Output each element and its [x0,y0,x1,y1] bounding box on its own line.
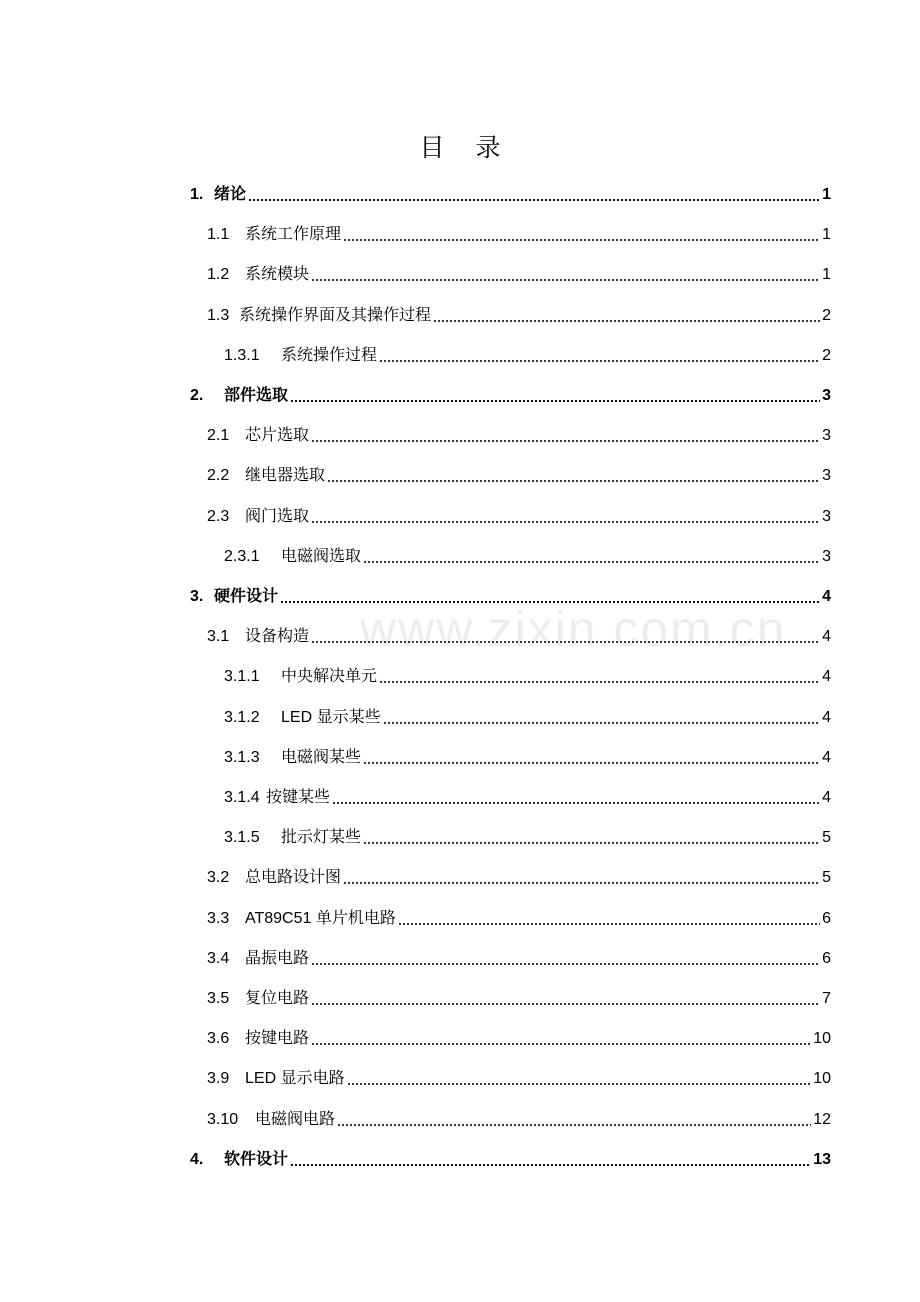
toc-leader-dots [311,1043,811,1045]
toc-entry[interactable] [207,416,831,456]
toc-entry-label: 电磁阀选取 [281,547,362,565]
toc-entry-label: 部件选取 [224,387,289,404]
toc-entry-label: LED 显示某些 [281,708,381,726]
toc-entry-number: 1.3 [207,306,230,324]
toc-entry-page-number: 10 [813,1030,831,1048]
toc-entry-label: 软件设计 [224,1150,289,1168]
toc-entry-label: 系统操作过程 [281,346,378,364]
toc-entry[interactable] [190,175,831,215]
toc-leader-dots [379,681,820,683]
toc-leader-dots [433,320,820,322]
toc-entry[interactable] [207,899,831,939]
toc-entry[interactable] [224,657,831,697]
toc-entry-page-number: 6 [822,949,831,967]
toc-entry-label: 继电器选取 [245,467,326,485]
toc-entry-page-number: 4 [822,628,831,646]
toc-entry-label: 电磁阀某些 [281,748,362,766]
toc-leader-dots [343,882,820,884]
toc-entry-number: 3.1.4 [224,789,260,806]
toc-leader-dots [347,1083,812,1085]
toc-leader-dots [280,601,820,603]
toc-entry-label: 阀门选取 [245,507,310,525]
toc-entry-label: 系统操作界面及其操作过程 [239,306,432,324]
toc-leader-dots [311,1003,820,1005]
toc-entry[interactable] [224,778,831,818]
toc-entry-number: 3.1.2 [224,708,260,726]
toc-entry-page-number: 3 [822,547,831,565]
toc-entry-page-number: 10 [813,1070,831,1088]
toc-entry-number: 2. [190,387,204,404]
toc-entry[interactable] [207,1100,831,1140]
toc-entry-label: 总电路设计图 [245,869,342,887]
toc-entry[interactable] [207,858,831,898]
toc-leader-dots [290,400,820,402]
toc-entry-number: 3.5 [207,990,230,1007]
toc-leader-dots [343,239,820,241]
toc-leader-dots [363,842,820,844]
toc-entry-page-number: 4 [822,708,831,726]
toc-entry-page-number: 1 [822,186,831,203]
toc-entry[interactable] [207,1019,831,1059]
toc-entry-page-number: 3 [822,507,831,525]
toc-entry-label: 按键电路 [245,1030,310,1048]
toc-entry-page-number: 2 [822,306,831,324]
toc-leader-dots [290,1164,811,1166]
toc-entry-page-number: 3 [822,387,831,404]
toc-entry-page-number: 6 [822,909,831,927]
toc-entry-label: 中央解决单元 [281,668,378,686]
toc-entry[interactable] [207,456,831,496]
toc-entry-page-number: 1 [822,266,831,284]
toc-entry-label: 设备构造 [245,628,310,646]
toc-entry-number: 2.3 [207,507,230,525]
toc-entry-number: 1.3.1 [224,346,260,364]
toc-leader-dots [248,199,820,201]
toc-entry-page-number: 13 [813,1150,831,1168]
toc-entry-page-number: 4 [822,588,831,605]
toc-entry-number: 3.1.3 [224,748,260,766]
toc-leader-dots [398,923,820,925]
toc-entry-number: 3.9 [207,1070,230,1088]
toc-entry-page-number: 1 [822,226,831,244]
watermark: www.zixin.com.cn [360,601,787,657]
toc-entry[interactable] [224,537,831,577]
toc-leader-dots [337,1124,811,1126]
toc-entry[interactable] [207,1059,831,1099]
toc-entry-label: LED 显示电路 [245,1070,345,1088]
toc-leader-dots [363,561,820,563]
toc-entry-label: 批示灯某些 [281,829,362,847]
toc-leader-dots [311,279,820,281]
toc-entry-page-number: 3 [822,427,831,445]
toc-entry[interactable] [207,255,831,295]
toc-leader-dots [383,722,821,724]
toc-entry[interactable] [207,979,831,1019]
toc-entry-label: 系统模块 [245,266,310,284]
toc-leader-dots [363,762,820,764]
toc-entry-number: 1. [190,186,204,203]
toc-entry-page-number: 4 [822,748,831,766]
toc-entry[interactable] [224,818,831,858]
toc-entry[interactable] [224,336,831,376]
toc-entry-number: 3.1 [207,628,230,646]
toc-entry-number: 2.3.1 [224,547,260,565]
toc-entry-number: 2.1 [207,427,230,445]
toc-entry-label: 电磁阀电路 [255,1110,336,1128]
toc-leader-dots [311,963,820,965]
toc-entry-number: 3.1.5 [224,829,260,847]
toc-entry-number: 4. [190,1150,204,1168]
toc-leader-dots [311,641,820,643]
toc-entry-page-number: 4 [822,668,831,686]
toc-entry-number: 1.2 [207,266,230,284]
toc-entry-page-number: 12 [813,1110,831,1128]
toc-entry-page-number: 7 [822,990,831,1007]
toc-title: 目 录 [419,134,513,162]
toc-entry[interactable] [207,215,831,255]
toc-leader-dots [379,360,820,362]
toc-entry-page-number: 2 [822,346,831,364]
toc-entry[interactable] [207,939,831,979]
toc-leader-dots [311,440,820,442]
toc-entry-label: AT89C51 单片机电路 [245,909,396,927]
toc-entry-number: 3. [190,588,204,605]
toc-entry-number: 3.4 [207,949,230,967]
toc-entry-label: 按键某些 [266,789,331,806]
toc-entry-number: 3.1.1 [224,668,260,686]
toc-entry-label: 芯片选取 [245,427,310,445]
toc-leader-dots [332,802,820,804]
toc-entry-label: 系统工作原理 [245,226,342,244]
toc-entry[interactable] [190,1140,831,1180]
toc-entry-page-number: 5 [822,829,831,847]
toc-entry-label: 硬件设计 [214,588,279,605]
toc-entry-label: 绪论 [214,186,247,203]
toc-entry-number: 2.2 [207,467,230,485]
toc-entry-label: 晶振电路 [245,949,310,967]
toc-leader-dots [327,480,820,482]
toc-entry[interactable] [190,577,831,617]
toc-entry-page-number: 5 [822,869,831,887]
toc-entry-page-number: 3 [822,467,831,485]
toc-entry-number: 3.6 [207,1030,230,1048]
toc-entry-number: 3.3 [207,909,230,927]
toc-entry-number: 3.2 [207,869,230,887]
toc-entry[interactable] [207,617,831,657]
toc-entry-label: 复位电路 [245,990,310,1007]
toc-entry[interactable] [207,296,831,336]
toc-entry-number: 1.1 [207,226,230,244]
toc-leader-dots [311,521,820,523]
toc-entry-number: 3.10 [207,1110,239,1128]
toc-entry[interactable] [207,497,831,537]
toc-entry[interactable] [224,698,831,738]
toc-entry[interactable] [224,738,831,778]
toc-entry[interactable] [190,376,831,416]
toc-entry-page-number: 4 [822,789,831,806]
